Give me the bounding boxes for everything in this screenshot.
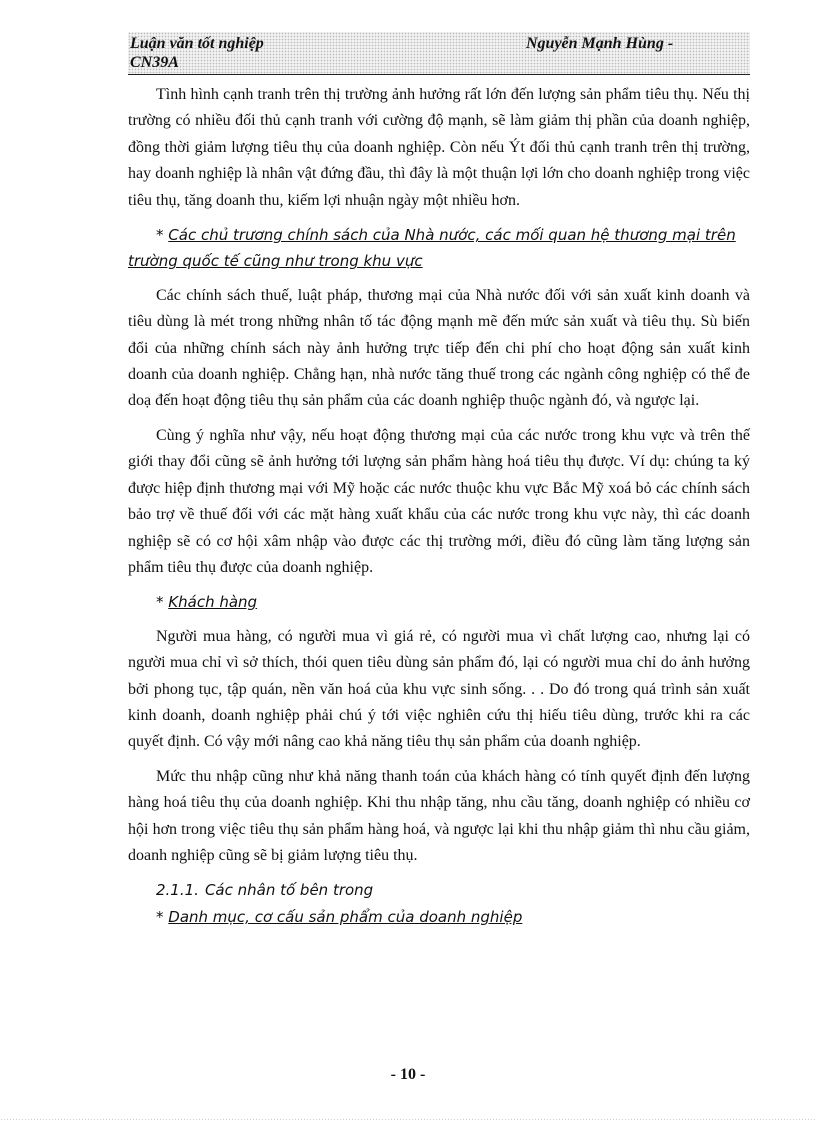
header-author: Nguyễn Mạnh Hùng - xyxy=(526,35,674,52)
paragraph-competition: Tình hình cạnh tranh trên thị trường ảnh hưởng rất lớn đến lượng sản phẩm tiêu thụ. Nếu thị trường có nhiều đối thủ cạnh tranh với cường độ mạnh, sẽ làm giảm thị phần của doanh nghiệp, đồng thời giảm lượng tiêu thụ của doanh nghiệp. Còn nếu Ýt đối thủ cạnh tranh trên thị trường, hay doanh nghiệp là nhân vật đứng đầu, thì đây là một thuận lợi lớn cho doanh nghiệp trong việc tiêu thụ, tăng doanh thu, kiếm lợi nhuận ngày một nhiều hơn. xyxy=(128,86,750,209)
paragraph-income: Mức thu nhập cũng như khả năng thanh toán của khách hàng có tính quyết định đến lượng hàng hoá tiêu thụ của doanh nghiệp. Khi thu nhập tăng, nhu cầu tăng, doanh nghiệp có nhiều cơ hội hơn trong việc tiêu thụ sản phẩm hàng hoá, và ngược lại khi thu nhập giảm thì nhu cầu giảm, doanh nghiệp cũng sẽ bị giảm lượng tiêu thụ. xyxy=(128,767,750,864)
paragraph-policy: Các chính sách thuế, luật pháp, thương mại của Nhà nước đối với sản xuất kinh doanh và tiêu dùng là mét trong những nhân tố tác động mạnh mẽ đến mức sản xuất và tiêu thụ. Sù biến đổi của những chính sách này ảnh hưởng trực tiếp đến chi phí cho hoạt động sản xuất kinh doanh của doanh nghiệp. Chẳng hạn, nhà nước tăng thuế trong các ngành công nghiệp có thể đe doạ đến hoạt động tiêu thụ sản phẩm của các doanh nghiệp thuộc ngành đó, và ngược lại. xyxy=(128,286,750,410)
running-header xyxy=(128,32,750,75)
subheading-customers xyxy=(128,589,750,615)
subheading-customers-text: Khách hàng xyxy=(168,593,258,612)
subheading-policy xyxy=(128,222,750,275)
header-class-code: CN39A xyxy=(130,54,179,71)
bullet-star: * xyxy=(156,907,169,926)
header-thesis-title: Luận văn tốt nghiệp xyxy=(130,35,264,52)
page-body xyxy=(128,82,750,938)
section-title: Các nhân tố bên trong xyxy=(204,881,374,900)
paragraph-trade: Cùng ý nghĩa như vậy, nếu hoạt động thương mại của các nước trong khu vực và trên thế giới thay đổi cũng sẽ ảnh hưởng tới lượng sản phẩm hàng hoá tiêu thụ được. Ví dụ: chúng ta ký được hiệp định thương mại với Mỹ hoặc các nước thuộc khu vực Bắc Mỹ xoá bỏ các chính sách bảo trợ về thuế đối với các mặt hàng xuất khẩu của các nước trong khu vực này, thì các doanh nghiệp sẽ có cơ hội xâm nhập vào được các thị trường mới, điều đó cũng làm tăng lượng sản phẩm tiêu thụ được của doanh nghiệp. xyxy=(128,426,750,576)
subheading-catalog xyxy=(128,904,750,930)
paragraph-buyers: Người mua hàng, có người mua vì giá rẻ, có người mua vì chất lượng cao, nhưng lại có người mua chỉ vì sở thích, thói quen tiêu dùng sản phẩm đó, lại có người mua chỉ do ảnh hưởng bởi phong tục, tập quán, nền văn hoá của khu vực sinh sống. . . Do đó trong quá trình sản xuất kinh doanh, doanh nghiệp phải chú ý tới việc nghiên cứu thị hiếu tiêu dùng, trước khi ra các quyết định. Có vậy mới nâng cao khả năng tiêu thụ sản phẩm của doanh nghiệp. xyxy=(128,627,750,751)
page-number: - 10 - xyxy=(390,1066,426,1083)
bullet-star: * xyxy=(156,226,169,245)
subheading-catalog-text: Danh mục, cơ cấu sản phẩm của doanh nghiệp xyxy=(168,907,523,926)
section-heading xyxy=(128,877,750,903)
footer-dotted-rule xyxy=(0,1118,816,1120)
section-number: 2.1.1. xyxy=(156,881,199,900)
bullet-star: * xyxy=(156,593,169,612)
subheading-policy-text: Các chủ trương chính sách của Nhà nước, các mối quan hệ thương mại trên trường quốc tế cũng như trong khu vực xyxy=(128,226,736,271)
